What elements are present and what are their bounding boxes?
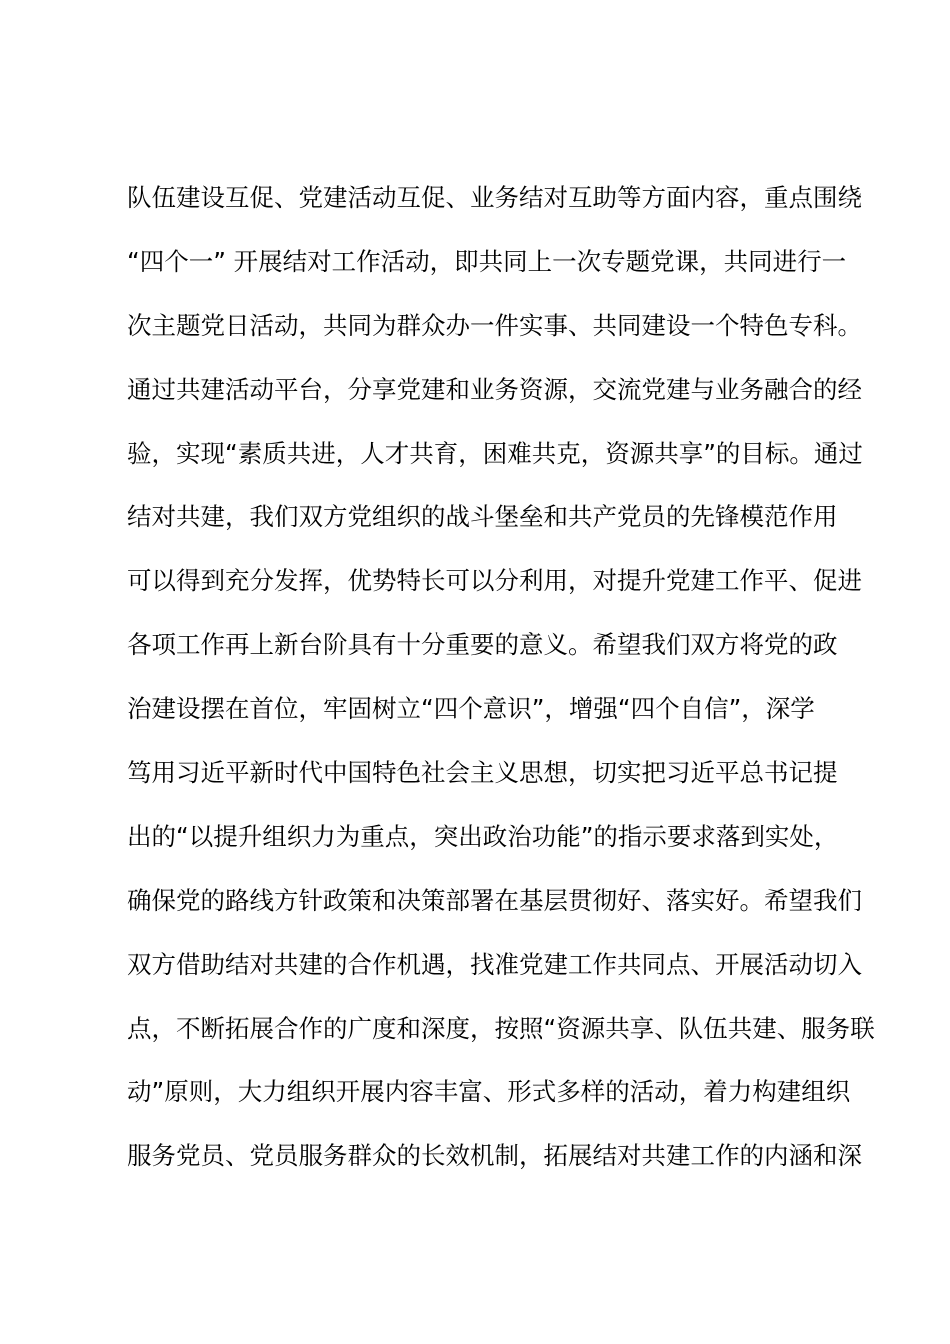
text-line: 结对共建，我们双方党组织的战斗堡垒和共产党员的先锋模范作用 [127,502,838,532]
text-line: 验，实现“素质共进，人才共育，困难共克，资源共享”的目标。通过 [127,438,863,468]
text-line: 出的“以提升组织力为重点，突出政治功能”的指示要求落到实处， [127,821,839,851]
text-line: “四个一” 开展结对工作活动，即共同上一次专题党课，共同进行一 [127,246,847,276]
text-line: 次主题党日活动，共同为群众办一件实事、共同建设一个特色专科。 [127,310,862,340]
text-line: 治建设摆在首位，牢固树立“四个意识”，增强“四个自信”，深学 [127,694,815,724]
text-line: 动”原则，大力组织开展内容丰富、形式多样的活动，着力构建组织 [127,1077,851,1107]
text-line: 可以得到充分发挥，优势特长可以分利用，对提升党建工作平、促进 [127,566,862,596]
text-line: 各项工作再上新台阶具有十分重要的意义。希望我们双方将党的政 [127,630,838,660]
text-line: 点，不断拓展合作的广度和深度，按照“资源共享、队伍共建、服务联 [127,1013,875,1043]
text-line: 双方借助结对共建的合作机遇，找准党建工作共同点、开展活动切入 [127,949,862,979]
text-line: 笃用习近平新时代中国特色社会主义思想，切实把习近平总书记提 [127,758,838,788]
body-text [127,172,875,1194]
text-line: 通过共建活动平台，分享党建和业务资源，交流党建与业务融合的经 [127,374,862,404]
text-line: 服务党员、党员服务群众的长效机制，拓展结对共建工作的内涵和深 [127,1141,862,1171]
text-line: 确保党的路线方针政策和决策部署在基层贯彻好、落实好。希望我们 [127,885,862,915]
text-line: 队伍建设互促、党建活动互促、业务结对互助等方面内容，重点围绕 [127,183,862,212]
